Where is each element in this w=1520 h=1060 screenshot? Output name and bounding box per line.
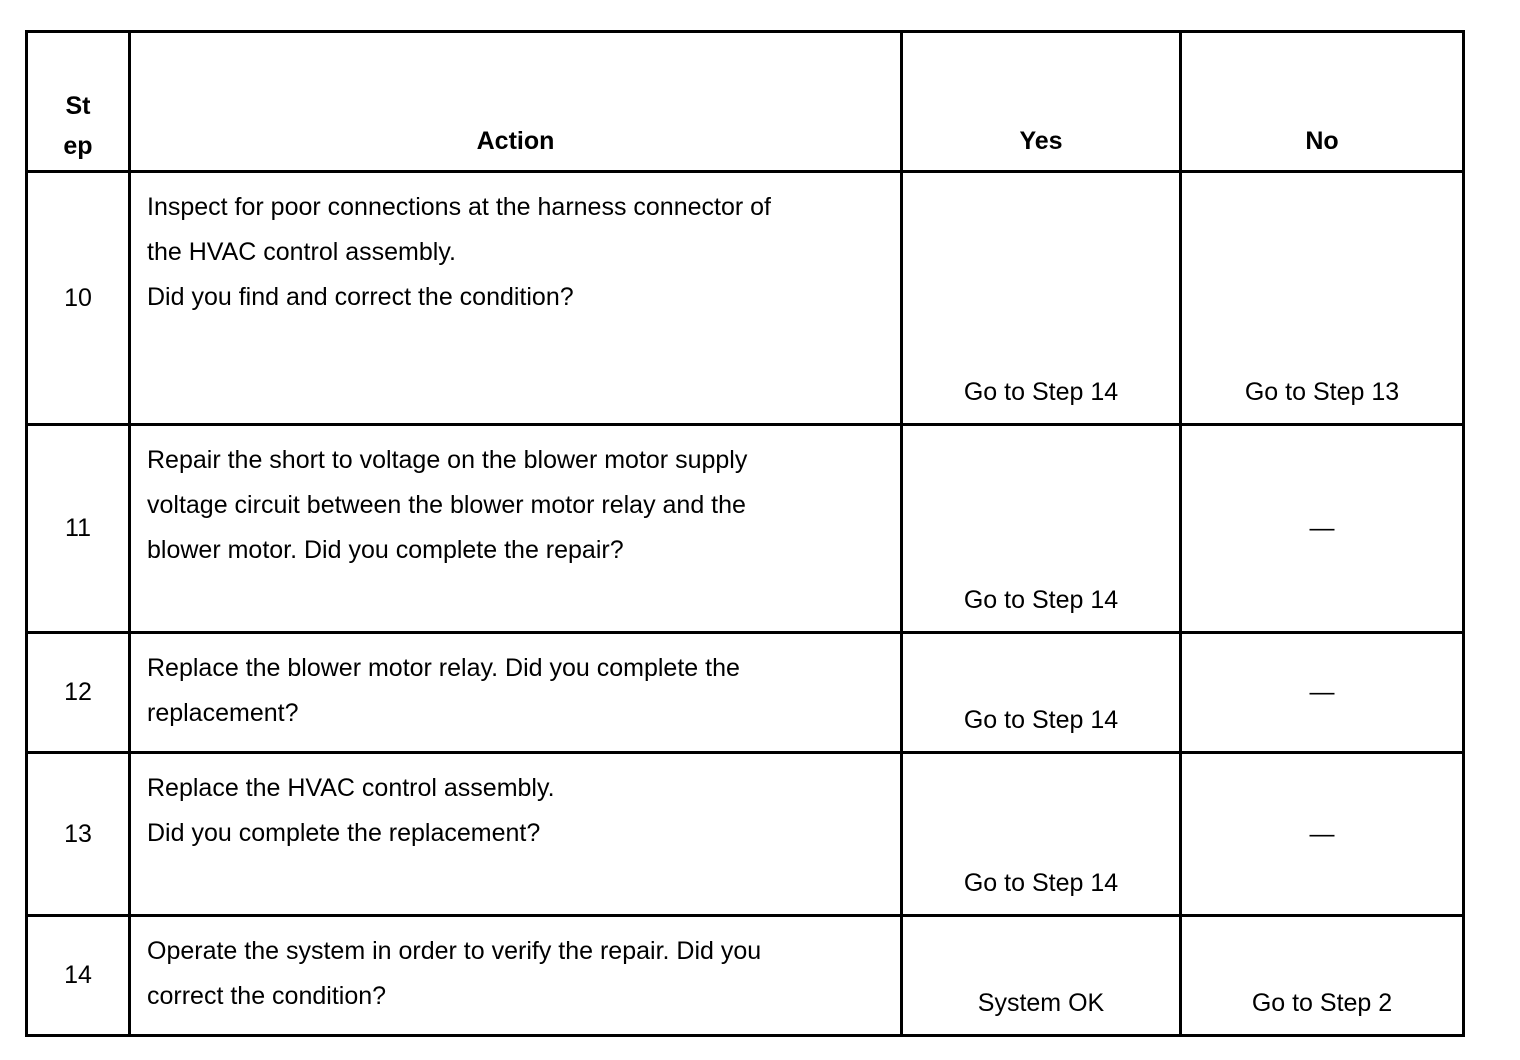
action-cell [130, 425, 902, 633]
action-line: blower motor. Did you complete the repair? [147, 536, 624, 564]
action-line: Replace the HVAC control assembly. [147, 774, 555, 802]
action-cell [130, 172, 902, 425]
yes-result: Go to Step 14 [902, 633, 1181, 753]
action-cell [130, 916, 902, 1036]
no-result: — [1181, 633, 1464, 753]
header-step: Step [27, 32, 130, 172]
action-cell [130, 633, 902, 753]
header-no: No [1181, 32, 1464, 172]
table-row [27, 172, 1464, 425]
action-line: voltage circuit between the blower motor relay and the [147, 491, 746, 519]
action-line: Operate the system in order to verify the repair. Did you [147, 937, 762, 965]
action-line: correct the condition? [147, 982, 387, 1010]
diagnostic-table [25, 30, 1465, 1037]
action-line: Did you complete the replacement? [147, 819, 541, 847]
no-result: — [1181, 425, 1464, 633]
step-number: 11 [27, 425, 130, 633]
action-line: Replace the blower motor relay. Did you complete the [147, 654, 740, 682]
step-number: 13 [27, 753, 130, 916]
step-number: 10 [27, 172, 130, 425]
no-result: Go to Step 2 [1181, 916, 1464, 1036]
table-row [27, 753, 1464, 916]
action-cell [130, 753, 902, 916]
step-number: 14 [27, 916, 130, 1036]
no-result: Go to Step 13 [1181, 172, 1464, 425]
action-line: Did you find and correct the condition? [147, 283, 574, 311]
action-line: the HVAC control assembly. [147, 238, 456, 266]
table-row [27, 916, 1464, 1036]
yes-result: System OK [902, 916, 1181, 1036]
header-yes: Yes [902, 32, 1181, 172]
action-line: replacement? [147, 699, 299, 727]
no-result: — [1181, 753, 1464, 916]
header-action: Action [130, 32, 902, 172]
yes-result: Go to Step 14 [902, 172, 1181, 425]
action-line: Repair the short to voltage on the blower motor supply [147, 446, 748, 474]
step-number: 12 [27, 633, 130, 753]
table-row [27, 425, 1464, 633]
table-row [27, 633, 1464, 753]
yes-result: Go to Step 14 [902, 425, 1181, 633]
yes-result: Go to Step 14 [902, 753, 1181, 916]
action-line: Inspect for poor connections at the harness connector of [147, 193, 771, 221]
header-row [27, 32, 1464, 172]
